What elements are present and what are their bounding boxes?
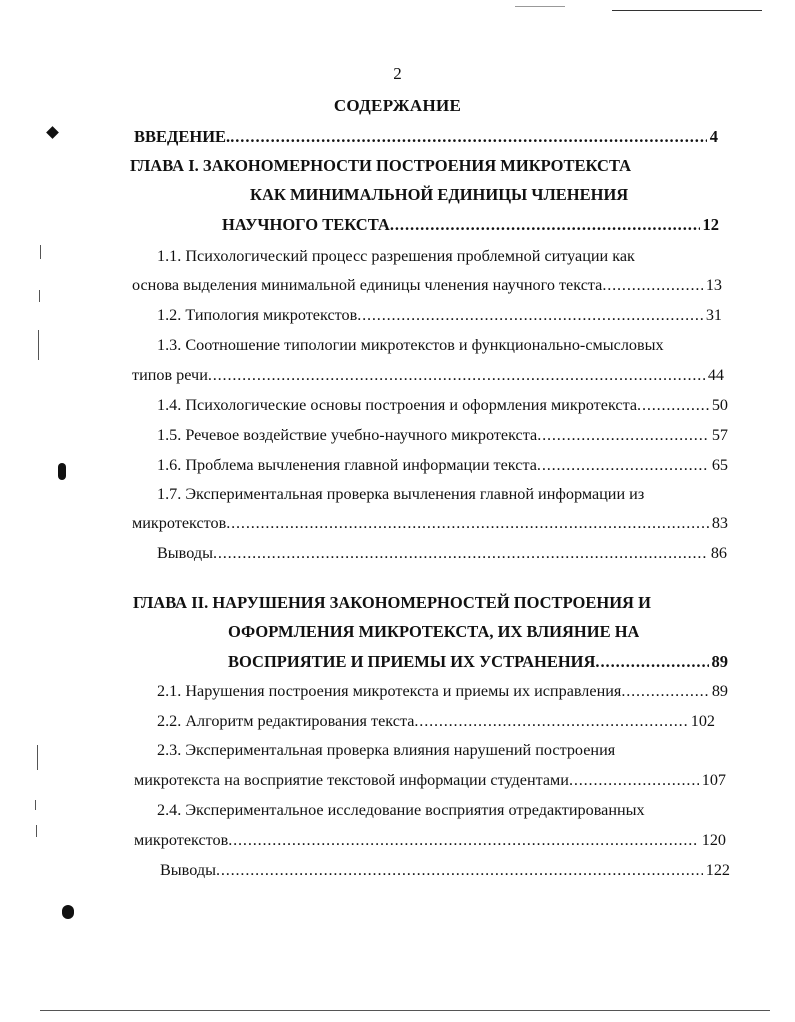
margin-tick (38, 330, 39, 360)
toc-entry-label: ВВЕДЕНИЕ. (134, 127, 231, 146)
toc-leader (226, 512, 709, 534)
punch-hole-mark (58, 463, 66, 480)
toc-entry-label: микротекстов (132, 514, 227, 532)
toc-leader (537, 454, 709, 476)
toc-page-number: 107 (701, 771, 726, 789)
chapter2-heading-line2: ОФОРМЛЕНИЯ МИКРОТЕКСТА, ИХ ВЛИЯНИЕ НА (228, 622, 640, 641)
toc-entry-2-4-line1: 2.4. Экспериментальное исследование восприятия отредактированных (157, 801, 645, 819)
toc-entry-1-1-line1: 1.1. Психологический процесс разрешения проблемной ситуации как (157, 247, 635, 265)
toc-entry-label: 1.2. Типология микротекстов (157, 306, 358, 324)
toc-leader (230, 126, 707, 148)
toc-leader (621, 680, 708, 702)
chapter1-heading-line3 (222, 214, 719, 236)
toc-entry-label: 2.1. Нарушения построения микротекста и приемы их исправления (157, 682, 622, 700)
toc-entry-label: НАУЧНОГО ТЕКСТА (222, 215, 390, 234)
toc-entry-1-3-line2 (132, 364, 724, 386)
toc-page-number: 89 (711, 652, 728, 671)
toc-entry-label: 1.5. Речевое воздействие учебно-научного микротекста (157, 426, 538, 444)
toc-entry-label: 1.6. Проблема вычленения главной информации текста (157, 456, 537, 474)
toc-entry-1-7-line2 (132, 512, 728, 534)
toc-page-number: 102 (690, 712, 715, 730)
toc-entry-label: Выводы (160, 861, 216, 879)
toc-page-number: 57 (711, 426, 728, 444)
toc-page-number: 89 (711, 682, 728, 700)
toc-entry-label: основа выделения минимальной единицы членения научного текста (132, 276, 603, 294)
bottom-scan-line (40, 1010, 770, 1011)
toc-leader (602, 274, 702, 296)
toc-entry-label: микротекстов (134, 831, 229, 849)
toc-leader (569, 769, 699, 791)
toc-entry-label: 2.2. Алгоритм редактирования текста (157, 712, 415, 730)
toc-entry-2-1 (157, 680, 728, 702)
toc-entry-label: типов речи (132, 366, 208, 384)
toc-leader (213, 542, 708, 564)
toc-page-number: 4 (709, 127, 718, 146)
toc-entry-1-6 (157, 454, 728, 476)
toc-entry-intro (134, 126, 718, 148)
page-number: 2 (393, 64, 402, 83)
top-scan-line (612, 10, 762, 11)
toc-leader (537, 424, 709, 446)
toc-leader (637, 394, 709, 416)
toc-entry-1-4 (157, 394, 728, 416)
toc-leader (390, 214, 700, 236)
toc-page-number: 44 (707, 366, 724, 384)
toc-page-number: 13 (705, 276, 722, 294)
chapter1-heading-line1: ГЛАВА I. ЗАКОНОМЕРНОСТИ ПОСТРОЕНИЯ МИКРОТЕКСТА (130, 156, 632, 175)
toc-entry-label: ВОСПРИЯТИЕ И ПРИЕМЫ ИХ УСТРАНЕНИЯ (228, 652, 596, 671)
toc-leader (357, 304, 703, 326)
toc-leader (228, 829, 698, 851)
toc-page-number: 50 (711, 396, 728, 414)
chapter1-heading-line2: КАК МИНИМАЛЬНОЙ ЕДИНИЦЫ ЧЛЕНЕНИЯ (250, 185, 629, 204)
margin-tick (36, 825, 37, 837)
toc-entry-2-2 (157, 710, 715, 732)
toc-entry-1-2 (157, 304, 722, 326)
toc-entry-label: 1.4. Психологические основы построения и оформления микротекста (157, 396, 638, 414)
toc-entry-1-5 (157, 424, 728, 446)
toc-entry-label: Выводы (157, 544, 213, 562)
toc-entry-2-3-line1: 2.3. Экспериментальная проверка влияния нарушений построения (157, 741, 616, 759)
contents-title: СОДЕРЖАНИЕ (333, 96, 462, 115)
toc-page-number: 65 (711, 456, 728, 474)
toc-entry-2-3-line2 (134, 769, 726, 791)
toc-entry-2-4-line2 (134, 829, 726, 851)
toc-entry-1-3-line1: 1.3. Соотношение типологии микротекстов и функционально-смысловых (157, 336, 664, 354)
toc-entry-1-1-line2 (132, 274, 722, 296)
toc-leader (208, 364, 705, 386)
toc-page-number: 86 (710, 544, 727, 562)
punch-hole-mark (62, 905, 74, 919)
toc-entry-1-7-line1: 1.7. Экспериментальная проверка вычленения главной информации из (157, 485, 645, 503)
toc-entry-chapter2-conclusions (160, 859, 730, 881)
toc-page-number: 120 (701, 831, 726, 849)
toc-page-number: 122 (705, 861, 730, 879)
margin-tick (35, 800, 36, 810)
toc-leader (414, 710, 687, 732)
margin-tick (39, 290, 40, 302)
chapter2-heading-line1: ГЛАВА II. НАРУШЕНИЯ ЗАКОНОМЕРНОСТЕЙ ПОСТРОЕНИЯ И (133, 593, 651, 612)
punch-hole-mark (46, 126, 59, 139)
toc-page-number: 83 (711, 514, 728, 532)
margin-tick (40, 245, 41, 259)
top-scan-line-short (515, 6, 565, 7)
margin-tick (37, 745, 38, 770)
toc-leader (595, 651, 708, 673)
toc-leader (216, 859, 703, 881)
toc-entry-label: микротекста на восприятие текстовой информации студентами (134, 771, 569, 789)
toc-page-number: 31 (705, 306, 722, 324)
chapter2-heading-line3 (228, 651, 728, 673)
toc-entry-chapter1-conclusions (157, 542, 727, 564)
toc-page-number: 12 (702, 215, 719, 234)
